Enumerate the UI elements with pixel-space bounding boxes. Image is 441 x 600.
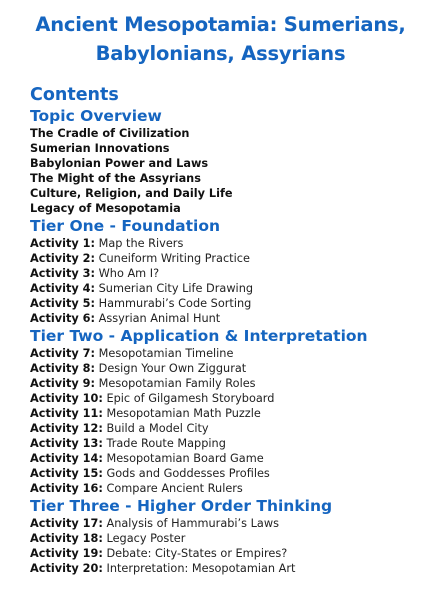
activity-label: Activity 14: [30,452,103,465]
activity-item [30,436,435,451]
activity-title: Assyrian Animal Hunt [98,312,221,325]
activity-title: Sumerian City Life Drawing [98,282,254,295]
topic-item: Babylonian Power and Laws [30,157,209,170]
contents-heading: Contents [30,85,119,105]
activity-item [30,451,435,466]
activity-label: Activity 12: [30,422,103,435]
topic-item: Sumerian Innovations [30,142,170,155]
activity-title: Design Your Own Ziggurat [98,362,247,375]
tier-heading: Tier Three - Higher Order Thinking [30,497,333,515]
activity-list [30,516,435,576]
activity-item [30,561,435,576]
activity-title: Build a Model City [106,422,209,435]
activity-title: Trade Route Mapping [106,437,226,450]
activity-label: Activity 2: [30,252,96,265]
activity-item [30,346,435,361]
activity-item [30,266,435,281]
activity-title: Analysis of Hammurabi’s Laws [106,517,279,530]
tiers-container [30,216,435,576]
tier-section [30,216,435,326]
activity-item [30,481,435,496]
activity-label: Activity 4: [30,282,96,295]
topic-item: Legacy of Mesopotamia [30,202,181,215]
activity-item [30,531,435,546]
activity-title: Gods and Goddesses Profiles [106,467,270,480]
tier-section [30,496,435,576]
topic-overview-section [30,106,435,216]
activity-title: Debate: City-States or Empires? [106,547,288,560]
activity-title: Interpretation: Mesopotamian Art [106,562,296,575]
activity-title: Mesopotamian Math Puzzle [106,407,261,420]
activity-item [30,236,435,251]
topic-list [30,126,435,216]
activity-label: Activity 3: [30,267,96,280]
activity-item [30,391,435,406]
table-of-contents [30,84,435,576]
section-heading: Topic Overview [30,107,162,125]
activity-item [30,376,435,391]
activity-label: Activity 13: [30,437,103,450]
activity-item [30,466,435,481]
activity-item [30,361,435,376]
title-line-2: Babylonians, Assyrians [95,42,346,65]
activity-label: Activity 17: [30,517,103,530]
activity-label: Activity 8: [30,362,96,375]
activity-list [30,346,435,496]
tier-heading: Tier One - Foundation [30,217,221,235]
activity-item [30,516,435,531]
topic-item: Culture, Religion, and Daily Life [30,187,233,200]
activity-label: Activity 16: [30,482,103,495]
activity-label: Activity 6: [30,312,96,325]
activity-item [30,421,435,436]
activity-label: Activity 9: [30,377,96,390]
activity-label: Activity 20: [30,562,103,575]
activity-label: Activity 19: [30,547,103,560]
activity-list [30,236,435,326]
activity-item [30,296,435,311]
activity-label: Activity 11: [30,407,103,420]
activity-item [30,546,435,561]
activity-title: Epic of Gilgamesh Storyboard [106,392,275,405]
activity-label: Activity 5: [30,297,96,310]
activity-item [30,251,435,266]
activity-label: Activity 18: [30,532,103,545]
topic-item: The Might of the Assyrians [30,172,201,185]
tier-section [30,326,435,496]
document-title [0,10,441,68]
activity-title: Legacy Poster [106,532,186,545]
title-line-1: Ancient Mesopotamia: Sumerians, [35,13,406,36]
activity-title: Map the Rivers [98,237,184,250]
activity-title: Cuneiform Writing Practice [98,252,250,265]
activity-label: Activity 7: [30,347,96,360]
topic-item: The Cradle of Civilization [30,127,190,140]
activity-item [30,281,435,296]
activity-title: Mesopotamian Family Roles [98,377,256,390]
activity-title: Who Am I? [98,267,160,280]
activity-title: Mesopotamian Board Game [106,452,264,465]
activity-label: Activity 1: [30,237,96,250]
activity-label: Activity 10: [30,392,103,405]
activity-item [30,311,435,326]
activity-item [30,406,435,421]
tier-heading: Tier Two - Application & Interpretation [30,327,368,345]
activity-label: Activity 15: [30,467,103,480]
activity-title: Mesopotamian Timeline [98,347,234,360]
activity-title: Hammurabi’s Code Sorting [98,297,252,310]
activity-title: Compare Ancient Rulers [106,482,243,495]
